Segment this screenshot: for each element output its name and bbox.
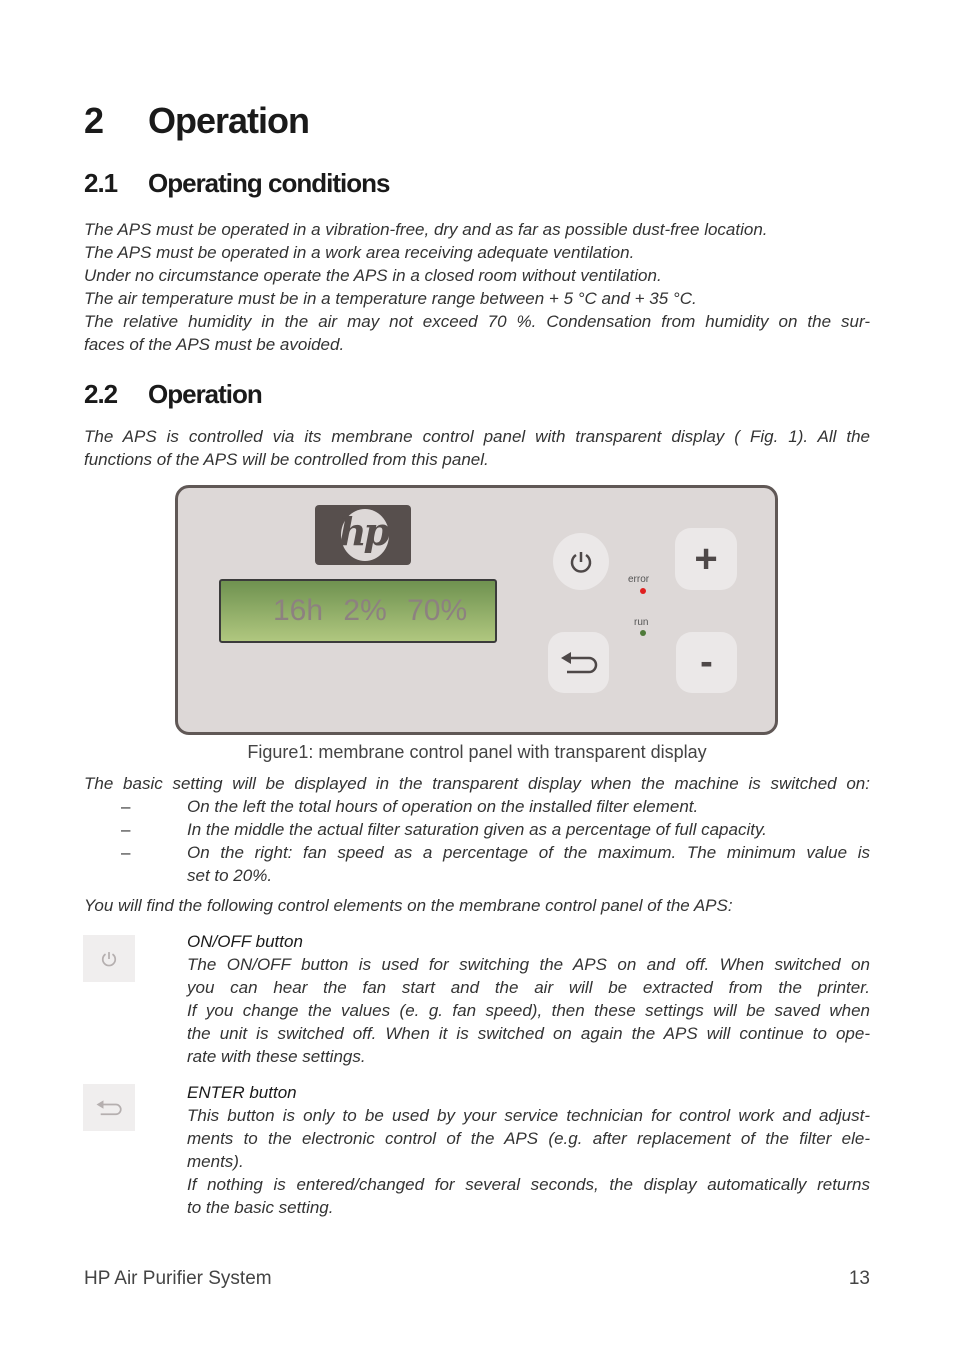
membrane-control-panel-figure [175,485,778,735]
enter-button-icon [83,1084,135,1131]
paragraph-line: The APS must be operated in a vibration-free, dry and as far as possible dust-free location. [84,220,768,239]
bullet-dash: – [121,843,131,862]
error-led [640,588,646,594]
control-description-line: you can hear the fan start and the air will be extracted from the printer. [187,978,870,997]
logo-text: hp [338,509,388,554]
control-description-line: ments). [187,1152,244,1171]
enter-button [548,632,609,693]
bullet-text: On the right: fan speed as a percentage of the maximum. The minimum value is [187,843,870,862]
chapter-number: 2 [84,100,104,141]
control-description-line: The ON/OFF button is used for switching the APS on and off. When switched on [187,955,870,974]
section-title: Operation [148,379,262,409]
paragraph-line: The APS is controlled via its membrane control panel with transparent display ( Fig. 1). All the [84,427,870,446]
paragraph-line: The APS must be operated in a work area receiving adequate ventilation. [84,243,635,262]
control-description-line: to the basic setting. [187,1198,334,1217]
control-description-line: the unit is switched off. When it is switched on again the APS will continue to ope- [187,1024,870,1043]
display-hours: 16h [273,594,324,627]
control-title: ON/OFF button [187,932,303,951]
enter-icon [559,650,599,676]
paragraph-line: The relative humidity in the air may not exceed 70 %. Condensation from humidity on the sur- [84,312,870,331]
chapter-title: Operation [148,100,310,141]
paragraph-line: You will find the following control elements on the membrane control panel of the APS: [84,896,733,915]
bullet-text: In the middle the actual filter saturation given as a percentage of full capacity. [187,820,767,839]
bullet-dash: – [121,797,131,816]
bullet-text: On the left the total hours of operation on the installed filter element. [187,797,699,816]
paragraph-line: The basic setting will be displayed in the transparent display when the machine is switched on: [84,774,870,793]
power-button [553,533,609,590]
control-description-line: ments to the electronic control of the APS (e.g. after replacement of the filter ele- [187,1129,870,1148]
paragraph-line: functions of the APS will be controlled from this panel. [84,450,489,469]
control-description-line: This button is only to be used by your service technician for control work and adjust- [187,1106,870,1125]
display-fan-speed: 70% [407,594,468,627]
bullet-dash: – [121,820,131,839]
section-title: Operating conditions [148,168,390,198]
run-label: run [634,617,649,628]
figure-caption: Figure1: membrane control panel with transparent display [247,742,707,762]
control-description-line: rate with these settings. [187,1047,366,1066]
on-off-button-icon [83,935,135,982]
power-icon [568,549,594,575]
footer-title: HP Air Purifier System [84,1268,272,1289]
page-number: 13 [848,1268,870,1289]
enter-icon [95,1099,123,1117]
paragraph-line: faces of the APS must be avoided. [84,335,345,354]
section-number: 2.1 [84,168,118,198]
error-label: error [628,574,650,585]
power-icon [100,950,118,968]
control-description-line: If nothing is entered/changed for several seconds, the display automatically returns [187,1175,870,1194]
transparent-display [219,579,497,643]
control-title: ENTER button [187,1083,297,1102]
display-saturation: 2% [343,594,387,627]
bullet-text: set to 20%. [187,866,273,885]
plus-button: + [675,528,737,590]
run-led [640,630,646,636]
section-number: 2.2 [84,379,118,409]
control-description-line: If you change the values (e. g. fan speed), then these settings will be saved when [187,1001,870,1020]
paragraph-line: The air temperature must be in a temperature range between + 5 °C and + 35 °C. [84,289,697,308]
minus-button: - [676,632,737,693]
display-readout [273,594,467,628]
paragraph-line: Under no circumstance operate the APS in a closed room without ventilation. [84,266,662,285]
hp-logo [315,505,411,565]
